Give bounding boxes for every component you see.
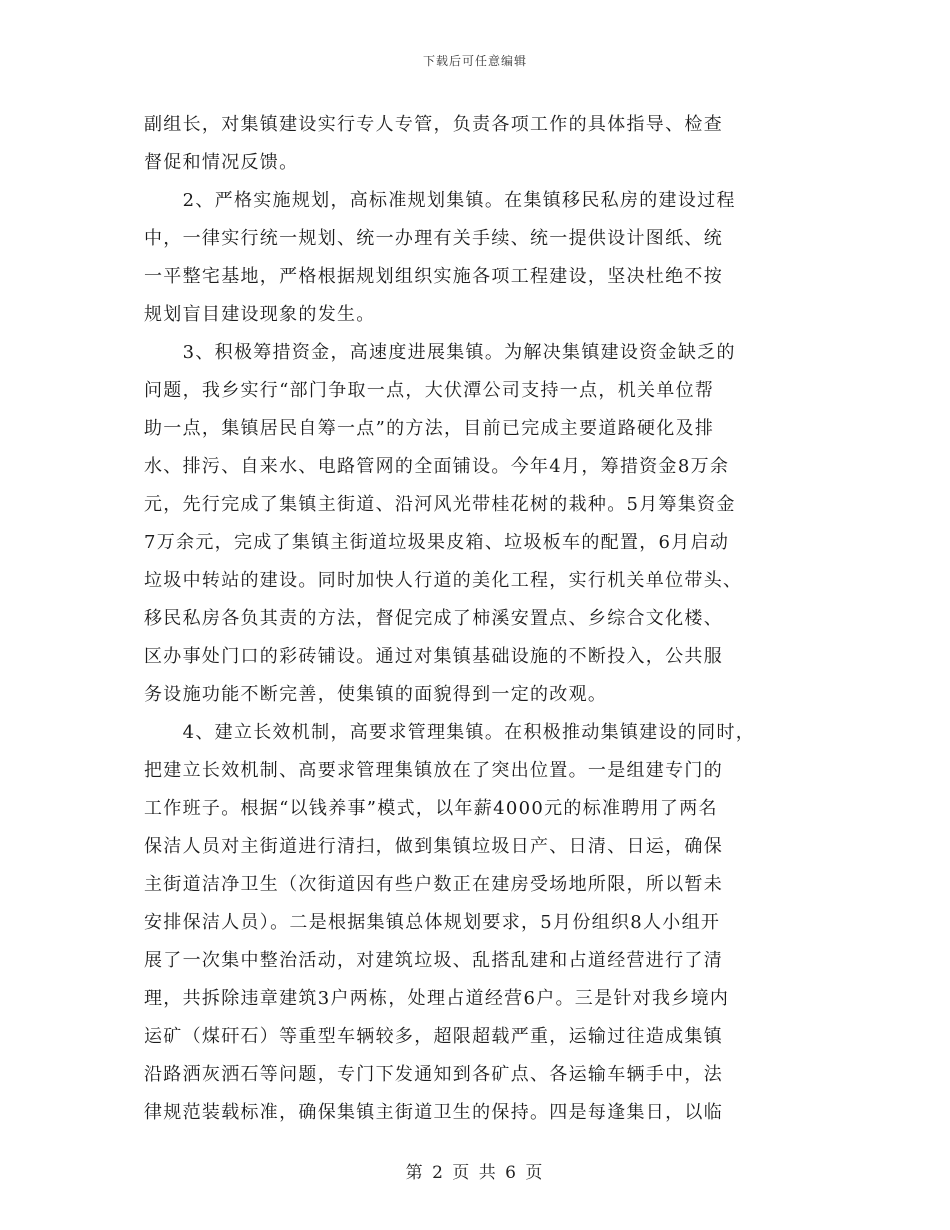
text-line: 沿路洒灰洒石等问题，专门下发通知到各矿点、各运输车辆手中，法 xyxy=(144,1064,723,1085)
text-line: 务设施功能不断完善，使集镇的面貌得到一定的改观。 xyxy=(144,684,608,705)
text-line: 移民私房各负其责的方法，督促完成了柿溪安置点、乡综合文化楼、 xyxy=(144,608,723,629)
text-line: 安排保洁人员）。二是根据集镇总体规划要求，5月份组织8人小组开 xyxy=(144,912,721,933)
text-line: 把建立长效机制、高要求管理集镇放在了突出位置。一是组建专门的 xyxy=(144,760,723,781)
text-line: 元，先行完成了集镇主街道、沿河风光带桂花树的栽种。5月筹集资金 xyxy=(144,494,736,515)
text-line: 7万余元，完成了集镇主街道垃圾果皮箱、垃圾板车的配置，6月启动 xyxy=(144,532,730,553)
text-line: 理，共拆除违章建筑3户两栋，处理占道经营6户。三是针对我乡境内 xyxy=(144,988,730,1009)
text-line: 工作班子。根据“以钱养事”模式，以年薪4000元的标准聘用了两名 xyxy=(144,798,718,819)
text-line: 规划盲目建设现象的发生。 xyxy=(144,304,376,325)
document-body xyxy=(144,106,814,1132)
text-line: 督促和情况反馈。 xyxy=(144,152,299,173)
text-line: 4、建立长效机制，高要求管理集镇。在积极推动集镇建设的同时， xyxy=(144,722,756,743)
text-line: 水、排污、自来水、电路管网的全面铺设。今年4月，筹措资金8万余 xyxy=(144,456,730,477)
text-line: 保洁人员对主街道进行清扫，做到集镇垃圾日产、日清、日运，确保 xyxy=(144,836,723,857)
page-number-footer: 第 2 页 共 6 页 xyxy=(405,1163,545,1183)
text-line: 助一点，集镇居民自筹一点”的方法，目前已完成主要道路硬化及排 xyxy=(144,418,715,439)
text-line: 展了一次集中整治活动，对建筑垃圾、乱搭乱建和占道经营进行了清 xyxy=(144,950,723,971)
text-line: 垃圾中转站的建设。同时加快人行道的美化工程，实行机关单位带头、 xyxy=(144,570,743,591)
page-header: 下载后可任意编辑 xyxy=(422,54,527,68)
text-line: 中，一律实行统一规划、统一办理有关手续、统一提供设计图纸、统 xyxy=(144,228,723,249)
text-line: 3、积极筹措资金，高速度进展集镇。为解决集镇建设资金缺乏的 xyxy=(144,342,736,363)
text-line: 区办事处门口的彩砖铺设。通过对集镇基础设施的不断投入，公共服 xyxy=(144,646,723,667)
text-line: 副组长，对集镇建设实行专人专管，负责各项工作的具体指导、检查 xyxy=(144,114,723,135)
text-line: 运矿（煤矸石）等重型车辆较多，超限超载严重，运输过往造成集镇 xyxy=(144,1026,723,1047)
text-line: 一平整宅基地，严格根据规划组织实施各项工程建设，坚决杜绝不按 xyxy=(144,266,723,287)
text-line: 主街道洁净卫生（次街道因有些户数正在建房受场地所限，所以暂未 xyxy=(144,874,723,895)
text-line: 问题，我乡实行“部门争取一点，大伏潭公司支持一点，机关单位帮 xyxy=(144,380,715,401)
text-line: 律规范装载标准，确保集镇主街道卫生的保持。四是每逢集日，以临 xyxy=(144,1102,723,1123)
text-line: 2、严格实施规划，高标准规划集镇。在集镇移民私房的建设过程 xyxy=(144,190,736,211)
